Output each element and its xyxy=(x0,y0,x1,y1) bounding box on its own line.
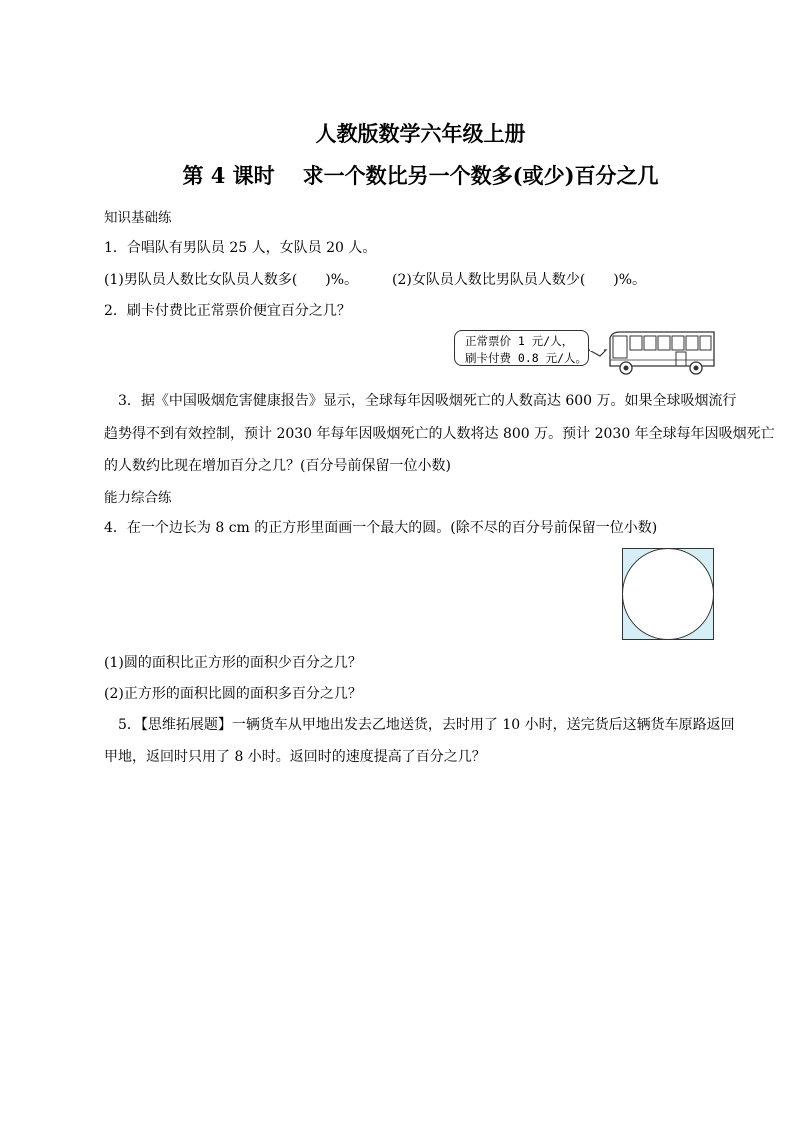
question-5-line-2: 甲地，返回时只用了 8 小时。返回时的速度提高了百分之几？ xyxy=(104,749,486,765)
question-3-line-3: 的人数约比现在增加百分之几？(百分号前保留一位小数) xyxy=(104,458,451,474)
question-5-line-1: 5．【思维拓展题】一辆货车从甲地出发去乙地送货，去时用了 10 小时，送完货后这辆货车原路返回 xyxy=(118,717,735,733)
page-title: 人教版数学六年级上册 xyxy=(315,121,526,146)
square-with-circle-figure xyxy=(622,548,714,640)
question-4-stem: 4．在一个边长为 8 cm 的正方形里面画一个最大的圆。(除不尽的百分号前保留一位小数) xyxy=(104,520,658,536)
bubble-line-2: 刷卡付费 0.8 元/人。 xyxy=(465,351,588,365)
section-basic: 知识基础练 xyxy=(104,210,172,226)
fare-speech-bubble xyxy=(454,330,589,366)
question-1-stem: 1．合唱队有男队员 25 人，女队员 20 人。 xyxy=(104,240,377,256)
question-1-part-1: (1)男队员人数比女队员人数多( )%。 xyxy=(104,272,359,288)
question-4-part-1: (1)圆的面积比正方形的面积少百分之几？ xyxy=(104,655,362,671)
question-3-line-1: 3．据《中国吸烟危害健康报告》显示，全球每年因吸烟死亡的人数高达 600 万。如果全球吸烟流行 xyxy=(118,393,737,409)
question-1-part-2: (2)女队员人数比男队员人数少( )%。 xyxy=(392,272,647,288)
lesson-number: 第 4 课时 xyxy=(182,163,275,188)
section-ability: 能力综合练 xyxy=(104,490,172,506)
bubble-line-1: 正常票价 1 元/人， xyxy=(465,334,574,348)
question-3-line-2: 趋势得不到有效控制，预计 2030 年每年因吸烟死亡的人数将达 800 万。预计 2030 年全球每年因吸烟死亡 xyxy=(104,426,775,442)
question-2-stem: 2．刷卡付费比正常票价便宜百分之几？ xyxy=(104,303,351,319)
lesson-topic: 求一个数比另一个数多(或少)百分之几 xyxy=(302,163,659,188)
bus-illustration xyxy=(588,326,718,378)
lesson-title xyxy=(0,160,793,190)
question-4-part-2: (2)正方形的面积比圆的面积多百分之几？ xyxy=(104,686,362,702)
